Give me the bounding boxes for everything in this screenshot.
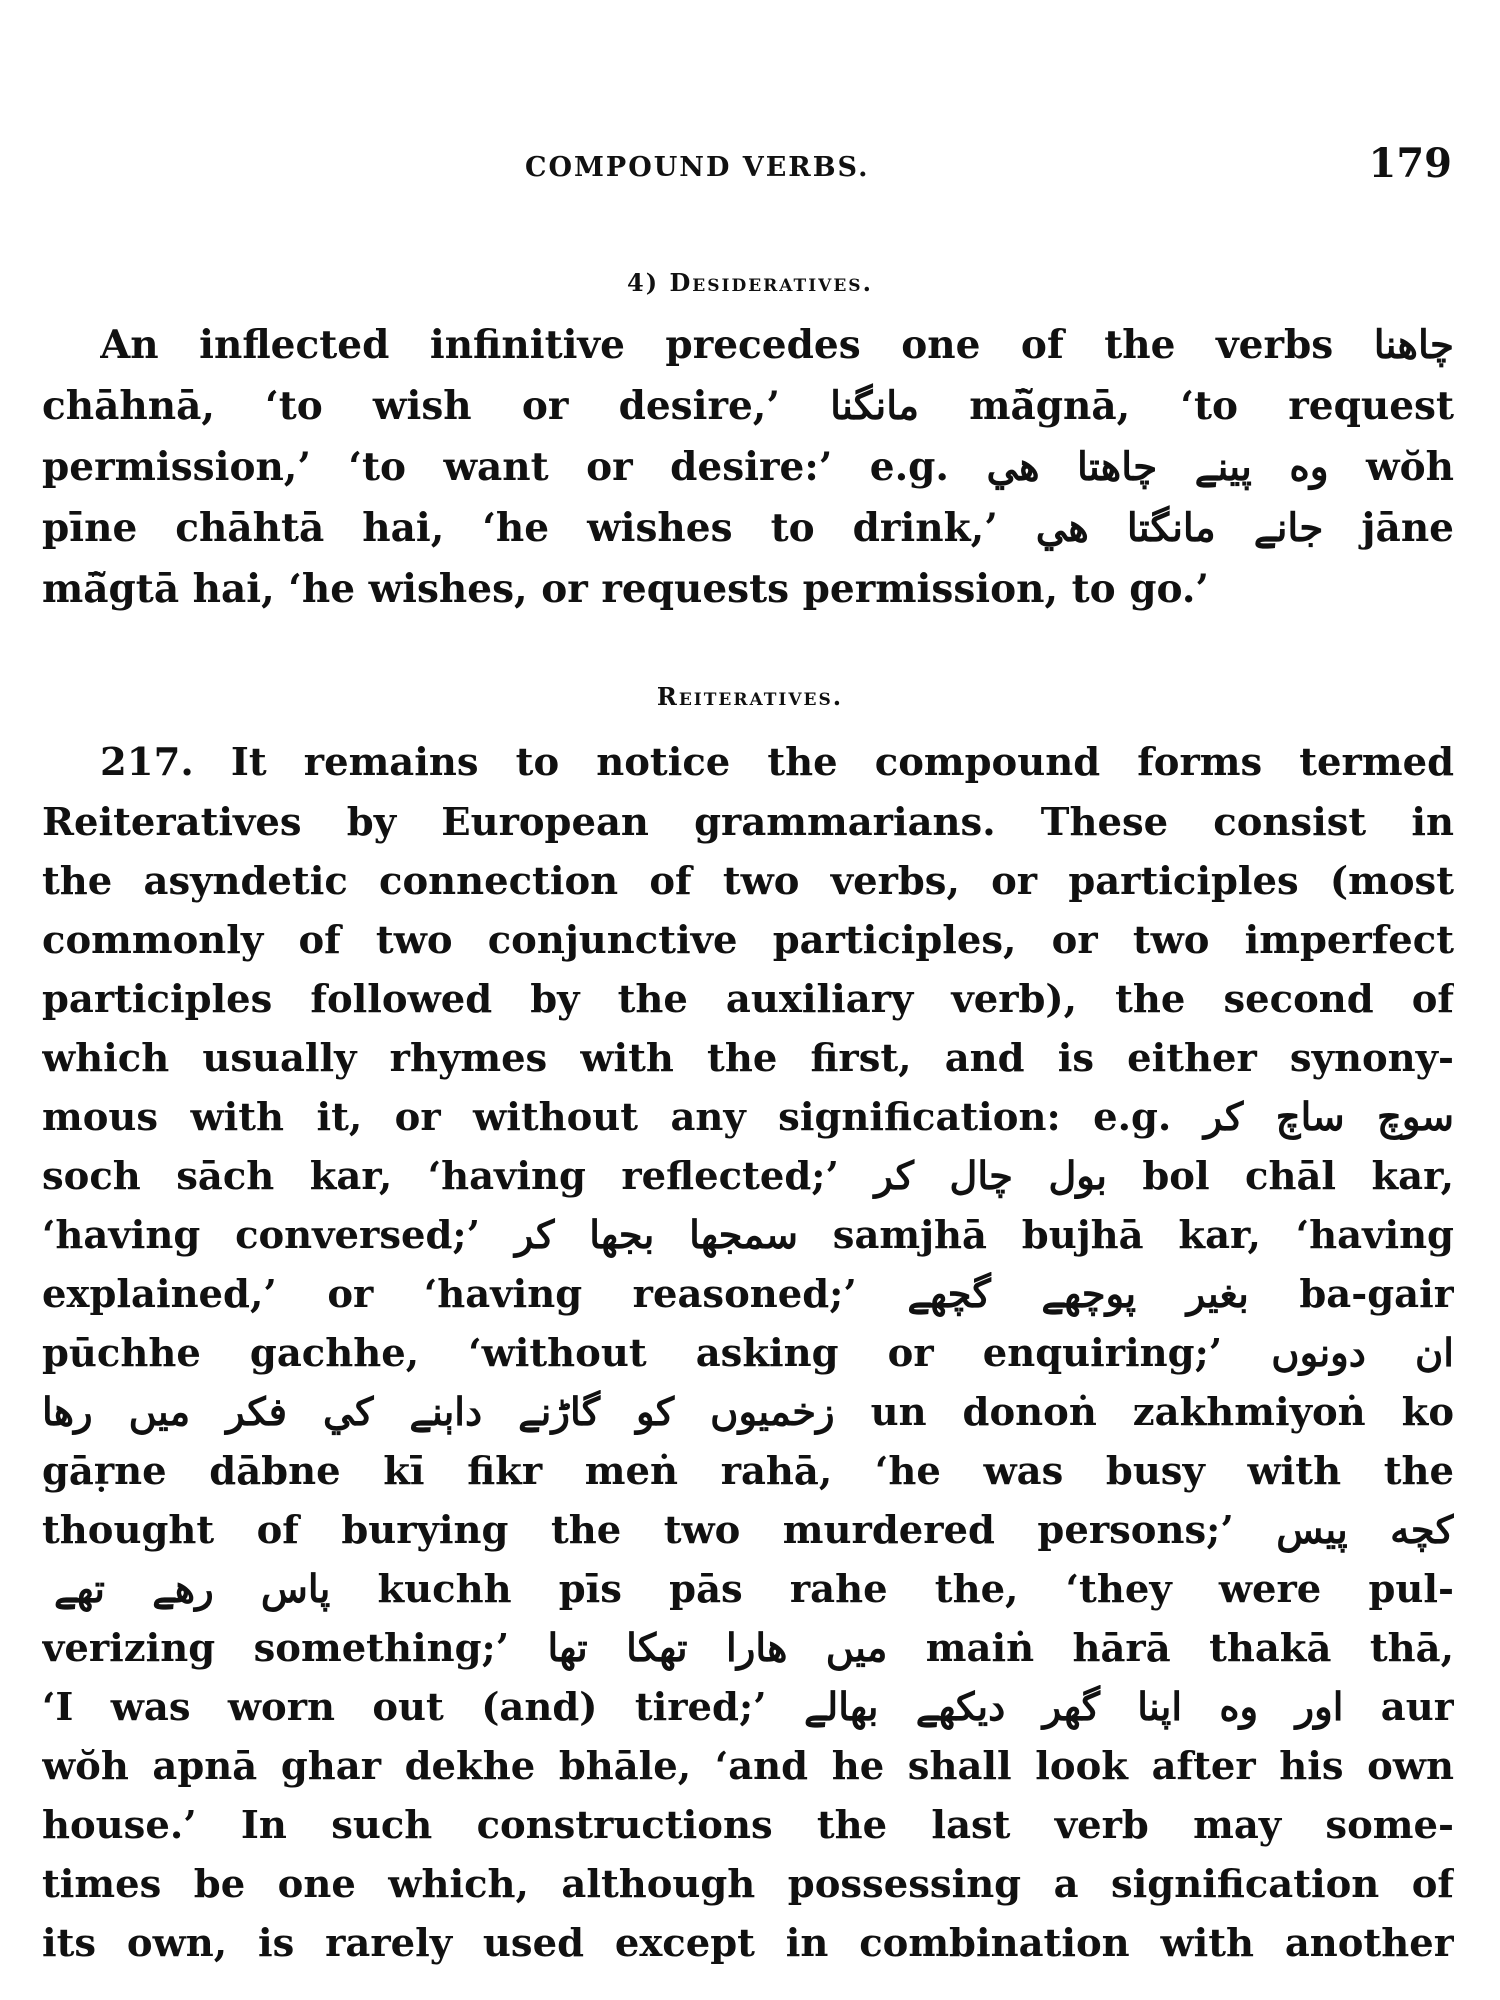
paragraph-line: permission,’ ‘to want or desire:’ e.g. وه پينے چاهتا هي wŏh xyxy=(42,444,1454,490)
running-title: COMPOUND VERBS. xyxy=(525,152,870,183)
section-heading-desideratives: 4) Desideratives. xyxy=(627,268,873,297)
paragraph-line: thought of burying the two murdered persons;’ کچه پيس xyxy=(42,1508,1454,1553)
paragraph-line: wŏh apnā ghar dekhe bhāle, ‘and he shall look after his own xyxy=(42,1744,1454,1789)
paragraph-line: ‘I was worn out (and) tired;’ اور وه اپنا گهر ديکهے بهالے aur xyxy=(42,1685,1454,1730)
paragraph-line: ‘having conversed;’ سمجها بجها کر samjhā bujhā kar, ‘having xyxy=(42,1213,1454,1258)
paragraph-line: An inflected infinitive precedes one of the verbs چاهنا xyxy=(100,322,1454,368)
paragraph-line: soch sāch kar, ‘having reflected;’ بول چال کر bol chāl kar, xyxy=(42,1154,1454,1199)
paragraph-line: gāṛne dābne kī fikr meṅ rahā, ‘he was busy with the xyxy=(42,1449,1454,1494)
paragraph-line: mous with it, or without any signification: e.g. سوچ ساچ کر xyxy=(42,1095,1454,1140)
page-number: 179 xyxy=(1368,140,1452,187)
paragraph-line: 217. It remains to notice the compound forms termed xyxy=(100,740,1454,785)
paragraph-line: explained,’ or ‘having reasoned;’ بغير پوچهے گچهے ba-gair xyxy=(42,1272,1454,1317)
section-heading-reiteratives: Reiteratives. xyxy=(656,682,844,711)
paragraph-line: Reiteratives by European grammarians. These consist in xyxy=(42,800,1454,845)
running-head xyxy=(0,140,1500,190)
paragraph-line: commonly of two conjunctive participles, or two imperfect xyxy=(42,918,1454,963)
paragraph-line: pūchhe gachhe, ‘without asking or enquiring;’ ان دونوں xyxy=(42,1331,1454,1376)
paragraph-line: which usually rhymes with the first, and is either synony- xyxy=(42,1036,1454,1081)
paragraph-line: verizing something;’ ميں هارا تهکا تها maiṅ hārā thakā thā, xyxy=(42,1626,1454,1671)
paragraph-line: زخميوں کو گاڑنے داٻنے کي فکر ميں رها un donoṅ zakhmiyoṅ ko xyxy=(42,1390,1454,1435)
paragraph-line: participles followed by the auxiliary verb), the second of xyxy=(42,977,1454,1022)
paragraph-line: times be one which, although possessing a signification of xyxy=(42,1862,1454,1907)
paragraph-line: its own, is rarely used except in combination with another xyxy=(42,1921,1454,1966)
paragraph-line: پاس رهے تهے kuchh pīs pās rahe the, ‘they were pul- xyxy=(54,1567,1454,1612)
paragraph-line: mā̃gtā hai, ‘he wishes, or requests permission, to go.’ xyxy=(42,566,1209,612)
paragraph-line: house.’ In such constructions the last verb may some- xyxy=(42,1803,1454,1848)
paragraph-line: chāhnā, ‘to wish or desire,’ مانگنا mā̃gnā, ‘to request xyxy=(42,383,1454,429)
paragraph-line: the asyndetic connection of two verbs, or participles (most xyxy=(42,859,1454,904)
paragraph-line: pīne chāhtā hai, ‘he wishes to drink,’ جانے مانگتا هي jāne xyxy=(42,505,1454,551)
